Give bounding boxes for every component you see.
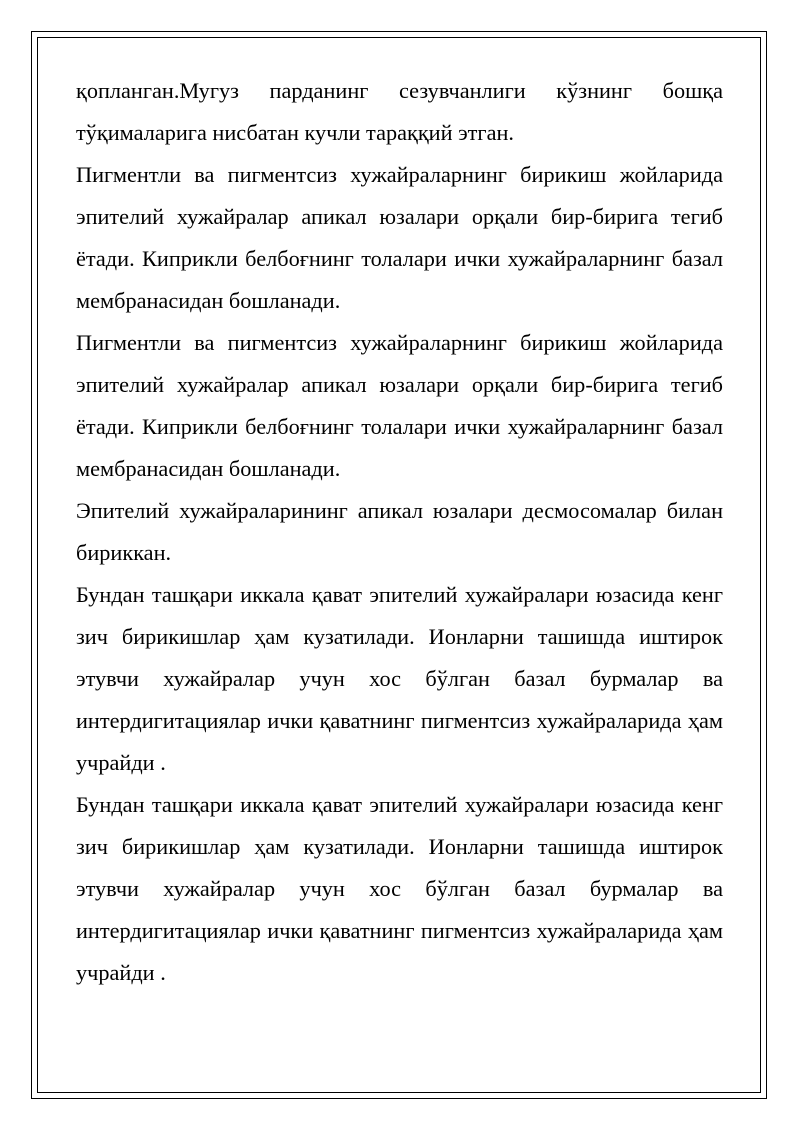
paragraph: Эпителий хужайраларининг апикал юзалари десмосомалар билан бириккан. — [76, 498, 723, 565]
document-body — [76, 70, 723, 994]
paragraph: Пигментли ва пигментсиз хужайраларнинг бирикиш жойларида эпителий хужайралар апикал юзалари орқали бир-бирига тегиб ётади. Киприкли белбоғнинг толалари ички хужайраларнинг базал мембранасидан бошланади. — [76, 162, 723, 313]
paragraph: Пигментли ва пигментсиз хужайраларнинг бирикиш жойларида эпителий хужайралар апикал юзалари орқали бир-бирига тегиб ётади. Киприкли белбоғнинг толалари ички хужайраларнинг базал мембранасидан бошланади. — [76, 330, 723, 481]
paragraph: қопланган.Мугуз парданинг сезувчанлиги кўзнинг бошқа тўқималарига нисбатан кучли тараққий этган. — [76, 78, 723, 145]
paragraph: Бундан ташқари иккала қават эпителий хужайралари юзасида кенг зич бирикишлар ҳам кузатилади. Ионларни ташишда иштирок этувчи хужайралар учун хос бўлган базал бурмалар ва интердигитациялар ички қаватнинг пигментсиз хужайраларида ҳам учрайди . — [76, 792, 723, 985]
paragraph: Бундан ташқари иккала қават эпителий хужайралари юзасида кенг зич бирикишлар ҳам кузатилади. Ионларни ташишда иштирок этувчи хужайралар учун хос бўлган базал бурмалар ва интердигитациялар ички қаватнинг пигментсиз хужайраларида ҳам учрайди . — [76, 582, 723, 775]
